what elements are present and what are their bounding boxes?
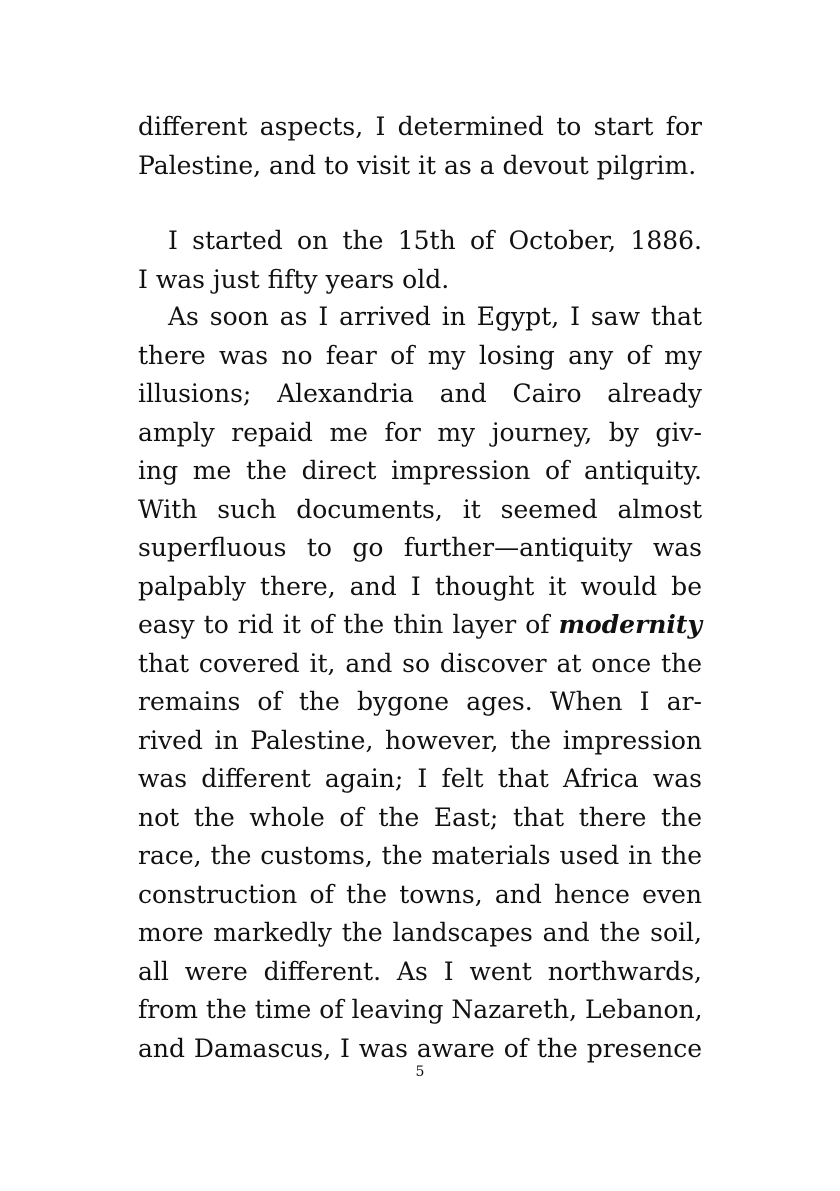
text-line: all were different. As I went northwards, — [138, 956, 702, 986]
text-line-with-emphasis — [138, 606, 702, 645]
text-line: construction of the towns, and hence even — [138, 879, 702, 909]
emphasis-word: modernity — [558, 610, 702, 639]
text-line: ing me the direct impression of antiquity. — [138, 456, 702, 485]
text-line: superfluous to go further—antiquity was — [138, 533, 702, 562]
text-line: not the whole of the East; that there the — [138, 802, 702, 832]
text-line: from the time of leaving Nazareth, Lebanon, — [138, 995, 703, 1024]
paragraph-continued — [138, 108, 702, 185]
text-line: and Damascus, I was aware of the presence — [138, 1033, 702, 1063]
text-line: race, the customs, the materials used in the — [138, 841, 702, 870]
text-line: was different again; I felt that Africa was — [138, 764, 702, 793]
text-line: Palestine, and to visit it as a devout pilgrim. — [138, 150, 697, 180]
text-line: With such documents, it seemed almost — [138, 494, 702, 524]
text-line: illusions; Alexandria and Cairo already — [138, 379, 702, 408]
text-line: rived in Palestine, however, the impression — [138, 725, 702, 755]
text-line: that covered it, and so discover at once the — [138, 648, 702, 678]
text-line: different aspects, I determined to start for — [138, 112, 702, 141]
text-line: amply repaid me for my journey, by giv- — [138, 417, 702, 447]
text-line: As soon as I arrived in Egypt, I saw that — [168, 302, 702, 331]
paragraph-egypt-palestine — [138, 298, 702, 1068]
text-line: remains of the bygone ages. When I ar- — [138, 687, 702, 716]
page-number: 5 — [415, 1064, 425, 1080]
text-fragment: easy to rid it of the thin layer of — [138, 610, 550, 639]
text-line: there was no fear of my losing any of my — [138, 340, 702, 370]
paragraph-departure — [138, 222, 702, 299]
text-line: I was just fifty years old. — [138, 264, 450, 294]
text-line: palpably there, and I thought it would be — [138, 571, 702, 601]
text-line: more markedly the landscapes and the soil, — [138, 918, 702, 947]
text-line: I started on the 15th of October, 1886. — [168, 226, 702, 255]
